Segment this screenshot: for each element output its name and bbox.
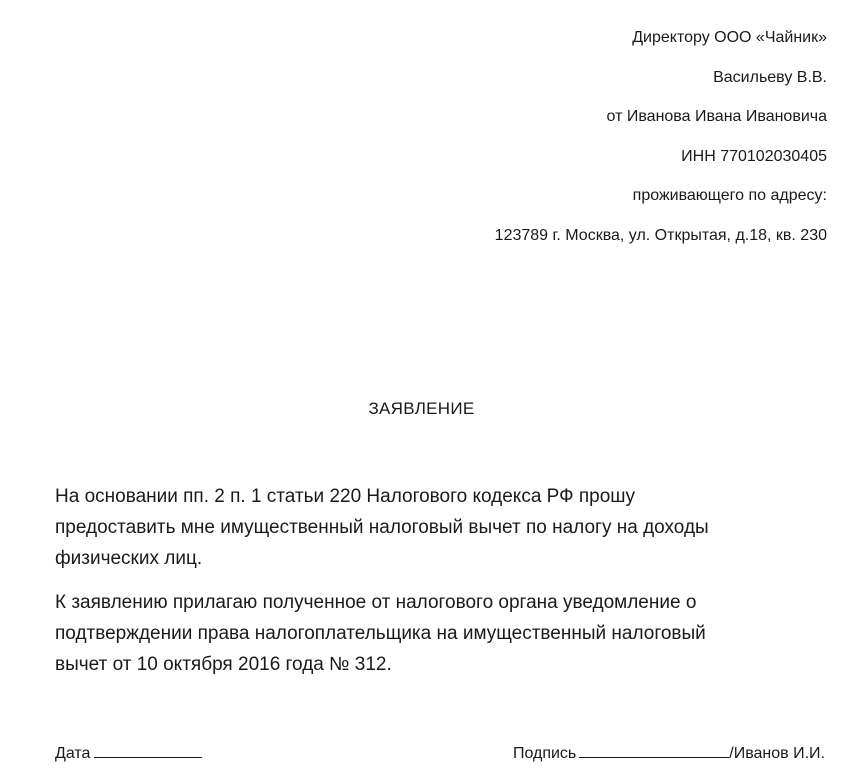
paragraph-attachment [55, 587, 835, 680]
applicant-line-address-label: проживающего по адресу: [632, 187, 827, 204]
addressee-line-director: Директору ООО «Чайник» [632, 29, 827, 46]
applicant-line-inn: ИНН 770102030405 [681, 147, 827, 165]
paragraph-line: подтверждении права налогоплательщика на имущественный налоговый [55, 623, 706, 644]
applicant-line-address: 123789 г. Москва, ул. Открытая, д.18, кв. 230 [494, 226, 827, 244]
paragraph-line: На основании пп. 2 п. 1 статьи 220 Налогового кодекса РФ прошу [55, 486, 636, 507]
document-title: ЗАЯВЛЕНИЕ [368, 399, 475, 418]
paragraph-line: физических лиц. [55, 548, 203, 569]
signature-field [513, 741, 825, 764]
date-label: Дата [55, 745, 91, 762]
date-blank-line[interactable] [94, 741, 202, 758]
paragraph-line: вычет от 10 октября 2016 года № 312. [55, 654, 392, 675]
signature-label: Подпись [512, 745, 577, 762]
applicant-line-from: от Иванова Ивана Ивановича [606, 108, 827, 125]
signature-name: /Иванов И.И. [729, 745, 825, 762]
signature-blank-line[interactable] [579, 741, 729, 758]
paragraph-line: К заявлению прилагаю полученное от налогового органа уведомление о [55, 592, 697, 613]
paragraph-request [55, 481, 835, 574]
addressee-block [495, 28, 827, 265]
paragraph-line: предоставить мне имущественный налоговый вычет по налогу на доходы [55, 517, 709, 538]
addressee-line-name: Васильеву В.В. [713, 68, 827, 86]
date-field [55, 741, 202, 764]
